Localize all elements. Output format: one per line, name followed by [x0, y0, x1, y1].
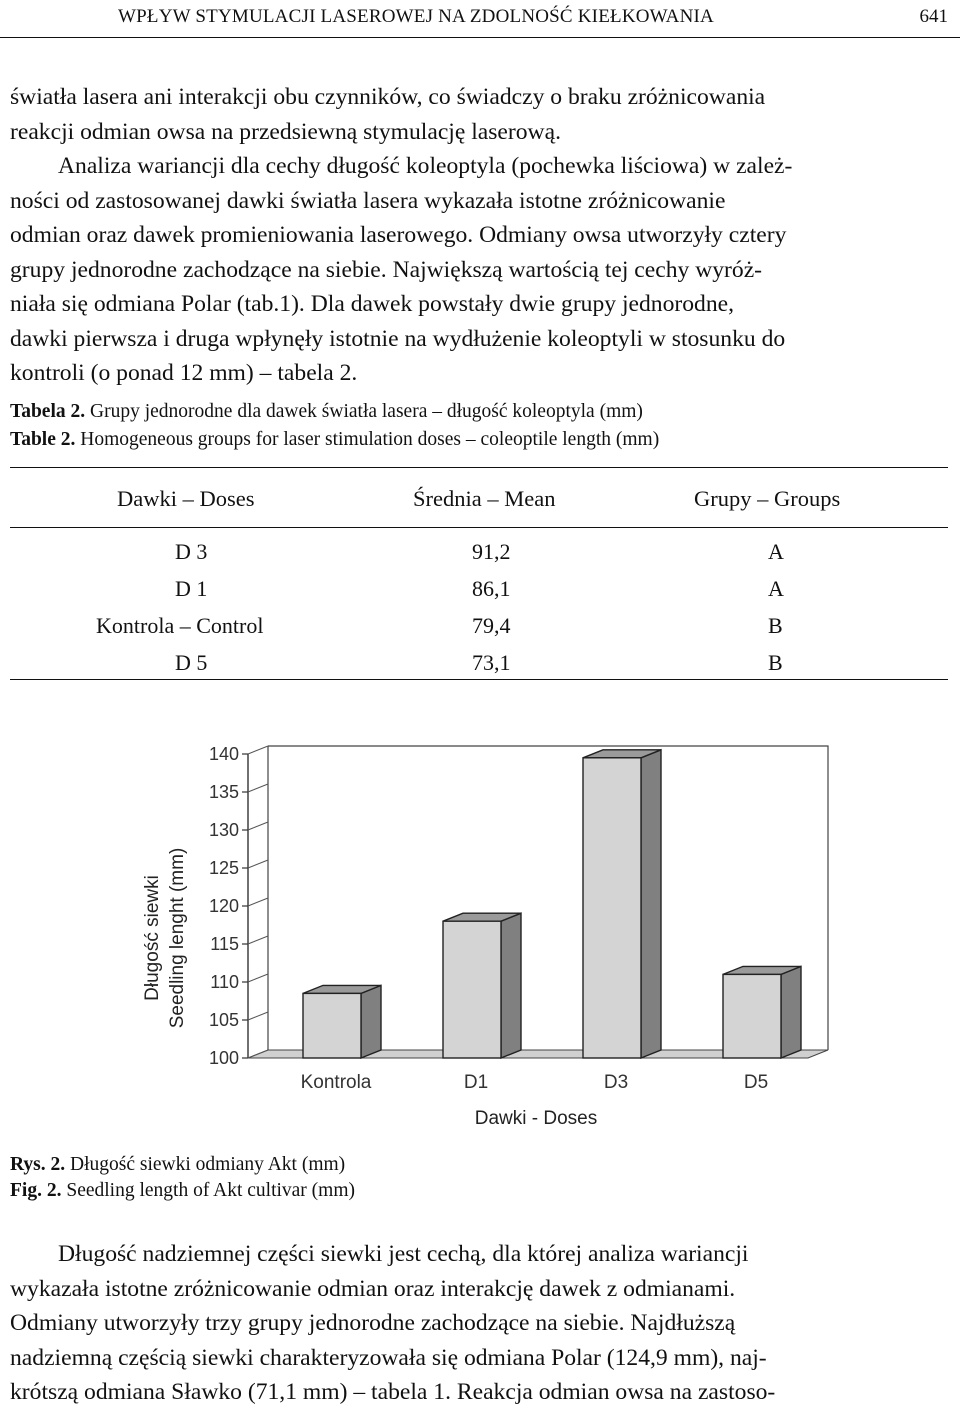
- y-tick-depth-line: [248, 746, 268, 754]
- text-line: Długość nadziemnej części siewki jest cechą, dla której analiza wariancji: [58, 1241, 749, 1267]
- table-cell-dose: D 1: [175, 576, 208, 601]
- y-tick-label: 110: [210, 972, 239, 992]
- text-line: dawki pierwsza i druga wpłynęły istotnie na wydłużenie koleoptyli w stosunku do: [10, 325, 786, 352]
- y-tick-label: 130: [208, 820, 239, 840]
- table-cell-mean: 79,4: [472, 613, 511, 638]
- paragraph-coleoptile: [10, 149, 952, 391]
- seedling-length-bar-chart: [130, 740, 850, 1140]
- x-tick-label: D5: [743, 1072, 769, 1093]
- y-tick-depth-line: [248, 822, 268, 830]
- page-number: 641: [919, 6, 948, 27]
- y-tick-depth-line: [248, 860, 268, 868]
- figure-caption-en: [10, 1178, 355, 1203]
- table-cell-mean: 86,1: [472, 576, 511, 601]
- table-cell-mean: 91,2: [472, 539, 511, 564]
- table-caption-label: Table 2.: [10, 429, 76, 450]
- text-line: Odmiany utworzyły trzy grupy jednorodne zachodzące na siebie. Najdłuższą: [10, 1310, 736, 1336]
- table-header-doses: Dawki – Doses: [117, 486, 255, 511]
- table-cell-dose: Kontrola – Control: [96, 613, 264, 638]
- y-tick-depth-line: [248, 936, 268, 944]
- y-tick-depth-line: [248, 898, 268, 906]
- y-tick-depth-line: [248, 974, 268, 982]
- y-tick-label: 100: [208, 1048, 239, 1068]
- text-line: grupy jednorodne zachodzące na siebie. Największą wartością tej cechy wyróż-: [10, 256, 763, 283]
- figure-caption-pl: [10, 1152, 345, 1177]
- figure-caption-text: Długość siewki odmiany Akt (mm): [70, 1154, 346, 1175]
- running-header-title: WPŁYW STYMULACJI LASEROWEJ NA ZDOLNOŚĆ KIEŁKOWANIA: [118, 6, 714, 27]
- table-cell-group: A: [768, 539, 784, 564]
- text-line: reakcji odmian owsa na przedsiewną stymulację laserową.: [10, 118, 561, 145]
- bar-side: [781, 966, 801, 1058]
- header-divider: [0, 37, 960, 38]
- table-cell-dose: D 5: [175, 650, 208, 675]
- paragraph-seedling: [10, 1237, 952, 1410]
- y-tick-label: 120: [208, 896, 239, 916]
- text-line: światła lasera ani interakcji obu czynników, co świadczy o braku zróżnicowania: [10, 84, 766, 110]
- table-caption-text: Homogeneous groups for laser stimulation doses – coleoptile length (mm): [80, 429, 660, 450]
- bar-side: [641, 750, 661, 1058]
- table-header-rule: [10, 527, 948, 528]
- x-tick-label: D1: [463, 1072, 489, 1093]
- table-caption-en: [10, 427, 659, 452]
- bar: [723, 974, 781, 1058]
- paragraph-continuation: [10, 80, 952, 149]
- bar-side: [501, 913, 521, 1058]
- figure-caption-label: Rys. 2.: [10, 1154, 66, 1175]
- y-tick-label: 105: [208, 1010, 239, 1030]
- table-caption-label: Tabela 2.: [10, 401, 86, 422]
- text-line: wykazała istotne zróżnicowanie odmian oraz interakcję dawek z odmianami.: [10, 1275, 736, 1302]
- table-cell-mean: 73,1: [472, 650, 511, 675]
- table-cell-group: B: [768, 613, 783, 638]
- y-axis-label-pl: Długość siewki: [142, 875, 163, 1001]
- table-cell-dose: D 3: [175, 539, 208, 564]
- y-tick-label: 135: [208, 782, 239, 802]
- bar-side: [361, 985, 381, 1058]
- text-line: ności od zastosowanej dawki światła lasera wykazała istotne zróżnicowanie: [10, 187, 726, 214]
- table-bottom-rule: [10, 679, 948, 680]
- text-line: kontroli (o ponad 12 mm) – tabela 2.: [10, 360, 358, 386]
- table-caption-pl: [10, 399, 643, 424]
- x-axis-label: Dawki - Doses: [474, 1108, 598, 1129]
- table-caption-text: Grupy jednorodne dla dawek światła lasera – długość koleoptyla (mm): [90, 401, 643, 422]
- bar: [583, 758, 641, 1058]
- y-tick-label: 115: [210, 934, 239, 954]
- table-header-mean: Średnia – Mean: [413, 486, 556, 511]
- y-axis-label-en: Seedling lenght (mm): [167, 847, 188, 1029]
- table-cell-group: B: [768, 650, 783, 675]
- bar: [443, 921, 501, 1058]
- bar: [303, 993, 361, 1058]
- x-tick-label: Kontrola: [300, 1072, 372, 1093]
- text-line: nadziemną częścią siewki charakteryzowała się odmiana Polar (124,9 mm), naj-: [10, 1344, 767, 1371]
- x-tick-label: D3: [603, 1072, 629, 1093]
- table-cell-group: A: [768, 576, 784, 601]
- y-tick-label: 125: [208, 858, 239, 878]
- text-line: odmian oraz dawek promieniowania laserowego. Odmiany owsa utworzyły cztery: [10, 222, 787, 248]
- figure-caption-text: Seedling length of Akt cultivar (mm): [66, 1180, 355, 1201]
- y-tick-depth-line: [248, 1012, 268, 1020]
- text-line: Analiza wariancji dla cechy długość koleoptyla (pochewka liściowa) w zależ-: [58, 153, 793, 179]
- text-line: krótszą odmiana Sławko (71,1 mm) – tabela 1. Reakcja odmian owsa na zastoso-: [10, 1379, 776, 1405]
- y-tick-depth-line: [248, 784, 268, 792]
- table-top-rule: [10, 467, 948, 468]
- figure-caption-label: Fig. 2.: [10, 1180, 62, 1201]
- table-header-groups: Grupy – Groups: [694, 486, 841, 511]
- text-line: niała się odmiana Polar (tab.1). Dla dawek powstały dwie grupy jednorodne,: [10, 291, 734, 317]
- y-tick-label: 140: [208, 744, 239, 764]
